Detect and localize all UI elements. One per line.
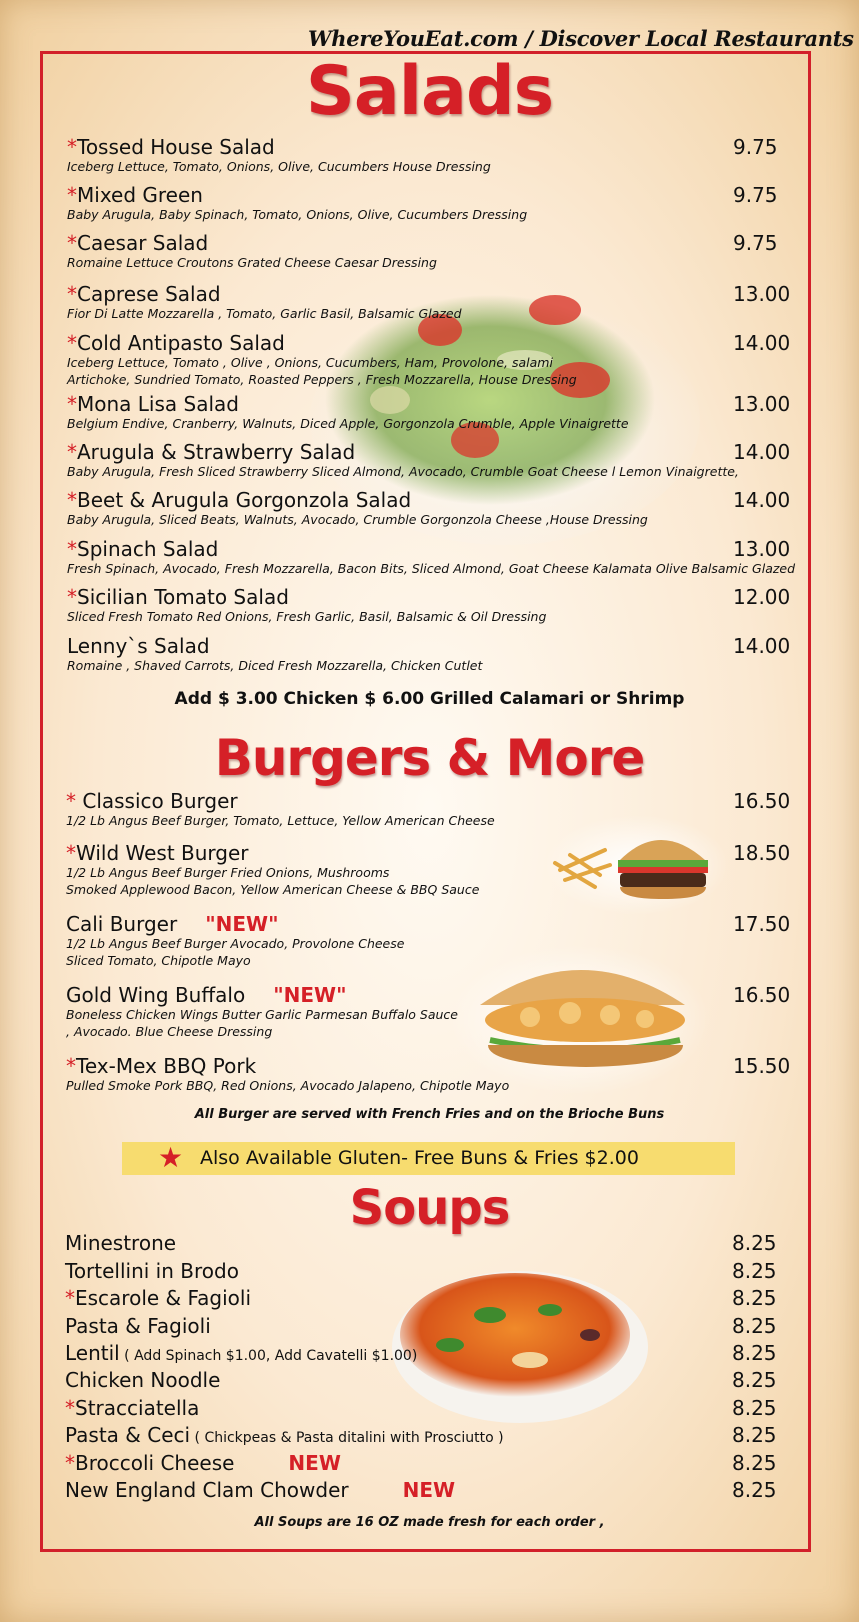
soup-item[interactable] <box>65 1452 341 1474</box>
item-title: Cali Burger <box>66 912 178 936</box>
burgers-item-price: 16.50 <box>733 789 791 813</box>
burger-photo <box>545 815 730 915</box>
item-description: Baby Arugula, Fresh Sliced Strawberry Sliced Almond, Avocado, Crumble Goat Cheese l Lemon Vinaigrette, <box>67 464 739 479</box>
burgers-item-price: 15.50 <box>733 1054 791 1078</box>
soup-item[interactable] <box>65 1232 176 1254</box>
salads-item-name <box>67 586 546 608</box>
item-description: Iceberg Lettuce, Tomato, Onions, Olive, Cucumbers House Dressing <box>67 159 491 174</box>
salads-title: Salads <box>305 52 554 131</box>
soup-price: 8.25 <box>732 1451 777 1475</box>
salads-item-name <box>67 635 482 657</box>
soup-price: 8.25 <box>732 1341 777 1365</box>
soup-price: 8.25 <box>732 1231 777 1255</box>
burgers-title: Burgers & More <box>214 729 645 787</box>
star-icon: ★ <box>158 1141 184 1174</box>
item-title: Sicilian Tomato Salad <box>77 585 289 609</box>
soup-item[interactable] <box>65 1424 504 1449</box>
burgers-item-price: 16.50 <box>733 983 791 1007</box>
item-description: Romaine Lettuce Croutons Grated Cheese Caesar Dressing <box>67 255 437 270</box>
soup-price: 8.25 <box>732 1423 777 1447</box>
burgers-item-price: 17.50 <box>733 912 791 936</box>
soup-price: 8.25 <box>732 1396 777 1420</box>
item-description: Iceberg Lettuce, Tomato , Olive , Onions, Cucumbers, Ham, Provolone, salami <box>67 355 553 370</box>
salads-item[interactable] <box>67 586 546 625</box>
soup-price: 8.25 <box>732 1368 777 1392</box>
soup-item[interactable] <box>65 1479 455 1501</box>
soup-price: 8.25 <box>732 1259 777 1283</box>
salads-item[interactable] <box>67 441 739 480</box>
burgers-item-name <box>66 1055 509 1077</box>
item-title: Wild West Burger <box>76 841 249 865</box>
asterisk-marker: * <box>67 488 77 512</box>
item-description: Romaine , Shaved Carrots, Diced Fresh Mozzarella, Chicken Cutlet <box>67 658 483 673</box>
soup-item[interactable] <box>65 1342 417 1367</box>
item-title: Caesar Salad <box>77 231 209 255</box>
item-title: Classico Burger <box>82 789 238 813</box>
burgers-item[interactable] <box>66 790 495 829</box>
salads-item-price: 9.75 <box>733 231 778 255</box>
asterisk-marker: * <box>67 585 77 609</box>
soup-name: Pasta & Fagioli <box>65 1314 211 1338</box>
salads-item[interactable] <box>67 136 491 175</box>
item-description: Fior Di Latte Mozzarella , Tomato, Garlic Basil, Balsamic Glazed <box>67 306 462 321</box>
burgers-item-name <box>66 984 458 1006</box>
item-description: Smoked Applewood Bacon, Yellow American Cheese & BBQ Sauce <box>66 882 480 897</box>
item-description: 1/2 Lb Angus Beef Burger, Tomato, Lettuce, Yellow American Cheese <box>66 813 495 828</box>
item-title: Arugula & Strawberry Salad <box>77 440 356 464</box>
item-description: Sliced Tomato, Chipotle Mayo <box>66 953 251 968</box>
new-badge: "NEW" <box>273 983 347 1007</box>
salad-addon-note: Add $ 3.00 Chicken $ 6.00 Grilled Calamari or Shrimp <box>174 689 685 709</box>
salads-item-name <box>67 332 577 354</box>
item-title: Cold Antipasto Salad <box>77 331 285 355</box>
burger-served-note: All Burger are served with French Fries and on the Brioche Buns <box>194 1107 665 1122</box>
soups-footer-note: All Soups are 16 OZ made fresh for each order , <box>254 1515 605 1530</box>
soup-name: Broccoli Cheese <box>75 1451 235 1475</box>
salads-item[interactable] <box>67 635 482 674</box>
soup-item[interactable] <box>65 1315 211 1337</box>
asterisk-marker: * <box>67 231 77 255</box>
asterisk-marker: * <box>65 1286 75 1310</box>
asterisk-marker: * <box>66 841 76 865</box>
item-title: Caprese Salad <box>77 282 221 306</box>
gluten-free-banner <box>122 1142 735 1175</box>
salads-item-name <box>67 184 527 206</box>
asterisk-marker: * <box>67 331 77 355</box>
asterisk-marker: * <box>66 789 83 813</box>
burgers-item[interactable] <box>66 842 479 898</box>
item-description: Artichoke, Sundried Tomato, Roasted Peppers , Fresh Mozzarella, House Dressing <box>67 372 577 387</box>
burgers-item-price: 18.50 <box>733 841 791 865</box>
salads-item-price: 14.00 <box>733 634 791 658</box>
new-badge: NEW <box>402 1478 456 1502</box>
salads-item-name <box>67 441 739 463</box>
soup-addon: ( Chickpeas & Pasta ditalini with Prosciutto ) <box>190 1430 504 1446</box>
asterisk-marker: * <box>66 1054 76 1078</box>
salads-item[interactable] <box>67 184 527 223</box>
asterisk-marker: * <box>67 135 77 159</box>
soup-addon: ( Add Spinach $1.00, Add Cavatelli $1.00) <box>119 1348 418 1364</box>
item-description: Pulled Smoke Pork BBQ, Red Onions, Avocado Jalapeno, Chipotle Mayo <box>66 1078 510 1093</box>
soup-item[interactable] <box>65 1287 251 1309</box>
salads-item-price: 9.75 <box>733 183 778 207</box>
item-description: Baby Arugula, Baby Spinach, Tomato, Onions, Olive, Cucumbers Dressing <box>67 207 528 222</box>
item-title: Mona Lisa Salad <box>77 392 239 416</box>
soup-name: Minestrone <box>65 1231 177 1255</box>
soup-item[interactable] <box>65 1397 199 1419</box>
salads-item-name <box>67 232 437 254</box>
item-title: Tossed House Salad <box>77 135 275 159</box>
salads-item-price: 13.00 <box>733 282 791 306</box>
burgers-item[interactable] <box>66 984 458 1040</box>
salads-item-name <box>67 538 795 560</box>
item-title: Spinach Salad <box>77 537 219 561</box>
new-badge: NEW <box>288 1451 341 1475</box>
salads-item[interactable] <box>67 489 648 528</box>
burgers-item[interactable] <box>66 1055 509 1094</box>
salads-item-name <box>67 283 462 305</box>
item-title: Beet & Arugula Gorgonzola Salad <box>77 488 412 512</box>
soup-price: 8.25 <box>732 1314 777 1338</box>
burgers-item[interactable] <box>66 913 404 969</box>
soup-name: Stracciatella <box>75 1396 200 1420</box>
burgers-item-name <box>66 913 404 935</box>
salads-item[interactable] <box>67 538 795 577</box>
soup-name: Chicken Noodle <box>65 1368 221 1392</box>
salads-item-price: 14.00 <box>733 440 791 464</box>
soup-name: New England Clam Chowder <box>65 1478 349 1502</box>
site-header[interactable]: WhereYouEat.com / Discover Local Restaurants <box>308 26 854 51</box>
asterisk-marker: * <box>65 1396 75 1420</box>
asterisk-marker: * <box>67 282 77 306</box>
burgers-item-name <box>66 842 479 864</box>
item-description: 1/2 Lb Angus Beef Burger Fried Onions, Mushrooms <box>66 865 390 880</box>
item-title: Tex-Mex BBQ Pork <box>76 1054 257 1078</box>
soup-price: 8.25 <box>732 1286 777 1310</box>
asterisk-marker: * <box>67 440 77 464</box>
soup-photo <box>390 1265 650 1425</box>
soup-name: Pasta & Ceci <box>65 1423 191 1447</box>
salads-item-name <box>67 489 648 511</box>
soup-item[interactable] <box>65 1260 239 1282</box>
item-description: Boneless Chicken Wings Butter Garlic Parmesan Buffalo Sauce <box>66 1007 458 1022</box>
item-title: Mixed Green <box>77 183 203 207</box>
item-description: Sliced Fresh Tomato Red Onions, Fresh Garlic, Basil, Balsamic & Oil Dressing <box>67 609 547 624</box>
item-description: Fresh Spinach, Avocado, Fresh Mozzarella, Bacon Bits, Sliced Almond, Goat Cheese Kalamata Olive Balsamic Glazed <box>67 561 796 576</box>
item-title: Lenny`s Salad <box>67 634 210 658</box>
item-description: Belgium Endive, Cranberry, Walnuts, Diced Apple, Gorgonzola Crumble, Apple Vinaigrette <box>67 416 629 431</box>
salads-item-price: 14.00 <box>733 488 791 512</box>
burgers-item-name <box>66 790 495 812</box>
salads-item[interactable] <box>67 283 462 322</box>
salads-item-price: 9.75 <box>733 135 778 159</box>
item-description: 1/2 Lb Angus Beef Burger Avocado, Provolone Cheese <box>66 936 405 951</box>
item-description: Baby Arugula, Sliced Beats, Walnuts, Avocado, Crumble Gorgonzola Cheese ,House Dressing <box>67 512 648 527</box>
gluten-free-text: Also Available Gluten- Free Buns & Fries $2.00 <box>200 1147 639 1169</box>
asterisk-marker: * <box>67 392 77 416</box>
salads-item-name <box>67 393 629 415</box>
asterisk-marker: * <box>65 1451 75 1475</box>
asterisk-marker: * <box>67 537 77 561</box>
new-badge: "NEW" <box>205 912 279 936</box>
salads-item-price: 13.00 <box>733 392 791 416</box>
soup-name: Escarole & Fagioli <box>75 1286 252 1310</box>
soup-price: 8.25 <box>732 1478 777 1502</box>
soup-name: Lentil <box>65 1341 120 1365</box>
item-description: , Avocado. Blue Cheese Dressing <box>66 1024 273 1039</box>
salads-item-price: 14.00 <box>733 331 791 355</box>
salads-item[interactable] <box>67 393 629 432</box>
soup-item[interactable] <box>65 1369 220 1391</box>
soup-name: Tortellini in Brodo <box>65 1259 239 1283</box>
salads-item-price: 12.00 <box>733 585 791 609</box>
salads-item[interactable] <box>67 232 437 271</box>
soups-title: Soups <box>349 1180 510 1236</box>
salads-item-price: 13.00 <box>733 537 791 561</box>
salads-item-name <box>67 136 491 158</box>
asterisk-marker: * <box>67 183 77 207</box>
item-title: Gold Wing Buffalo <box>66 983 246 1007</box>
salads-item[interactable] <box>67 332 577 388</box>
